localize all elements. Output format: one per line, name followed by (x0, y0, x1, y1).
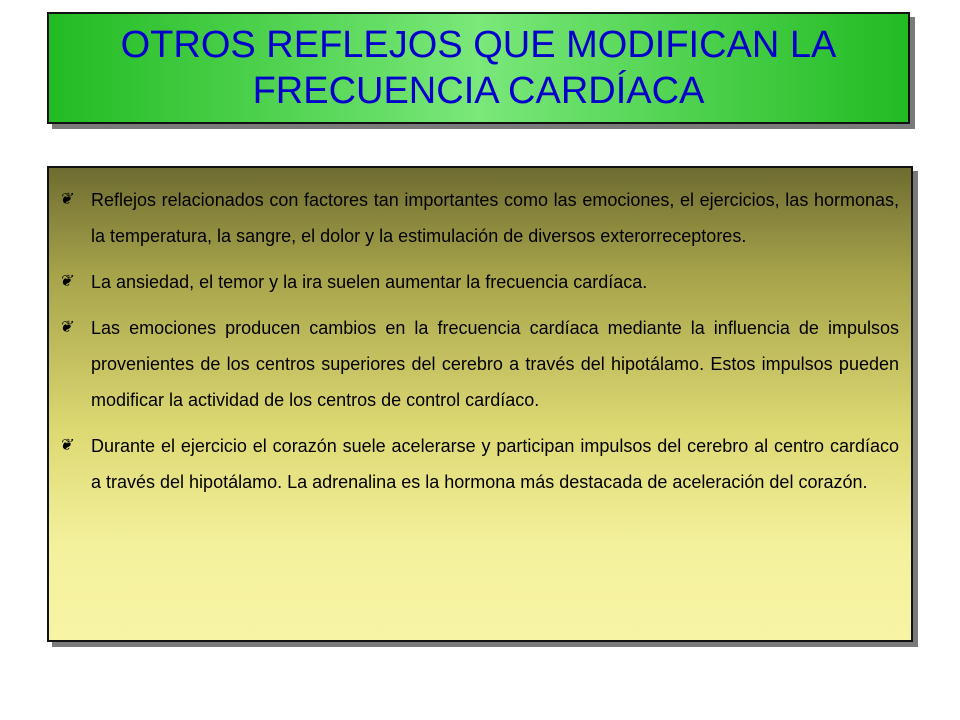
slide-title: OTROS REFLEJOS QUE MODIFICAN LA FRECUENCIA CARDÍACA (120, 24, 837, 112)
bullet-text: Reflejos relacionados con factores tan importantes como las emociones, el ejercicios, las hormonas, la temperatura, la sangre, el dolor y la estimulación de diversos exterorreceptores. (91, 190, 899, 246)
leaf-bullet-icon: ❦ (59, 191, 73, 208)
bullet-text: La ansiedad, el temor y la ira suelen aumentar la frecuencia cardíaca. (91, 272, 648, 292)
leaf-bullet-icon: ❦ (59, 319, 73, 336)
bullet-item (59, 182, 899, 254)
bullet-item (59, 310, 899, 418)
bullet-text: Las emociones producen cambios en la frecuencia cardíaca mediante la influencia de impulsos provenientes de los centros superiores del cerebro a través del hipotálamo. Estos impulsos pueden modificar la actividad de los centros de control cardíaco. (91, 318, 899, 410)
bullet-item (59, 264, 899, 300)
leaf-bullet-icon: ❦ (59, 273, 73, 290)
slide-content-box (47, 166, 913, 642)
bullet-item (59, 428, 899, 500)
leaf-bullet-icon: ❦ (59, 437, 73, 454)
bullet-text: Durante el ejercicio el corazón suele acelerarse y participan impulsos del cerebro al centro cardíaco a través del hipotálamo. La adrenalina es la hormona más destacada de aceleración del corazón. (91, 436, 899, 492)
slide-title-box (47, 12, 910, 124)
